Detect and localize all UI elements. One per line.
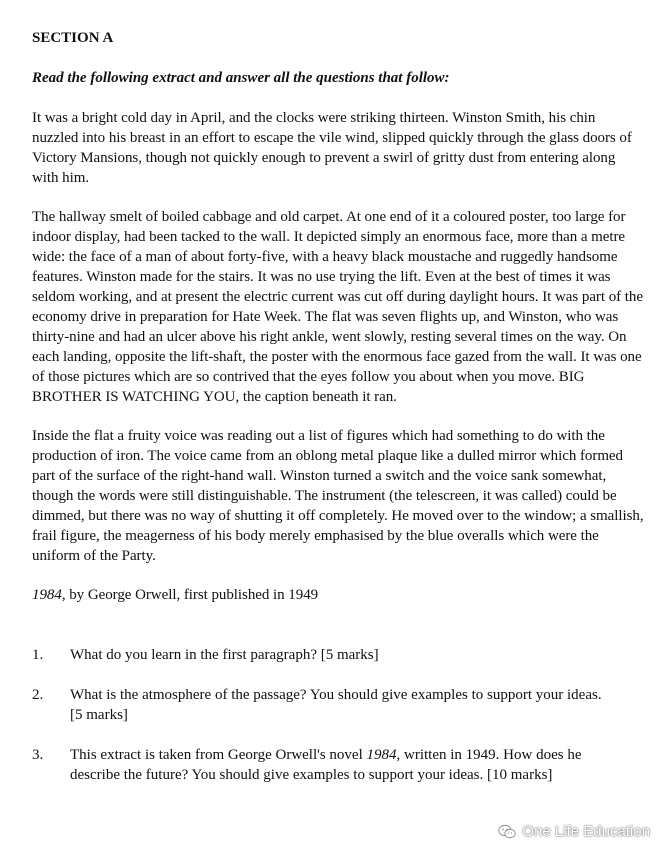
question-text: What do you learn in the first paragraph? [5 marks] — [70, 647, 379, 663]
question-text-part: , written in 1949. How does he describe the future? You should give examples to support your ideas. [10 marks] — [70, 747, 582, 783]
extract-paragraph-2: The hallway smelt of boiled cabbage and old carpet. At one end of it a coloured poster, too large for indoor display, had been tacked to the wall. It depicted simply an enormous face, more than a metre wide: the face of a man of about forty-five, with a heavy black moustache and ruggedly handsome features. Winston made for the stairs. It was no use trying the lift. Even at the best of times it was seldom working, and at present the electric current was cut off during daylight hours. It was part of the economy drive in preparation for Hate Week. The flat was seven flights up, and Winston, who was thirty-nine and had an ulcer above his right ankle, went slowly, resting several times on the way. On each landing, opposite the lift-shaft, the poster with the enormous face gazed from the wall. It was one of those pictures which are so contrived that the eyes follow you about when you move. BIG BROTHER IS WATCHING YOU, the caption beneath it ran. — [32, 209, 643, 405]
question-number: 3. — [32, 747, 44, 763]
question-item — [32, 745, 644, 785]
watermark — [498, 823, 650, 840]
question-book-title: 1984 — [366, 747, 397, 763]
wechat-icon — [498, 824, 516, 840]
section-title: SECTION A — [32, 30, 114, 46]
citation-book-title: 1984 — [32, 587, 62, 603]
question-text: What is the atmosphere of the passage? You should give examples to support your ideas. [5 marks] — [70, 687, 602, 723]
extract-citation — [32, 585, 644, 605]
exam-page — [32, 28, 644, 805]
question-text-part: This extract is taken from George Orwell's novel — [70, 747, 367, 763]
question-text — [70, 745, 644, 785]
extract-paragraph-3: Inside the flat a fruity voice was reading out a list of figures which had something to do with the production of iron. The voice came from an oblong metal plaque like a dulled mirror which formed part of the surface of the right-hand wall. Winston turned a switch and the voice sank somewhat, though the words were still distinguishable. The instrument (the telescreen, it was called) could be dimmed, but there was no way of shutting it off completely. He moved over to the window; a smallish, frail figure, the meagerness of his body merely emphasised by the blue overalls which were the uniform of the Party. — [32, 428, 644, 564]
citation-details: , by George Orwell, first published in 1949 — [61, 587, 319, 603]
question-list — [32, 645, 644, 785]
extract-paragraph-1: It was a bright cold day in April, and the clocks were striking thirteen. Winston Smith, his chin nuzzled into his breast in an effort to escape the vile wind, slipped quickly through the glass doors of Victory Mansions, though not quickly enough to prevent a swirl of gritty dust from entering along with him. — [32, 110, 632, 186]
question-number: 1. — [32, 647, 44, 663]
watermark-label: One Life Education — [522, 823, 650, 840]
question-item — [32, 645, 644, 665]
instruction-text: Read the following extract and answer all the questions that follow: — [32, 70, 450, 86]
question-item — [32, 685, 644, 725]
question-number: 2. — [32, 687, 44, 703]
